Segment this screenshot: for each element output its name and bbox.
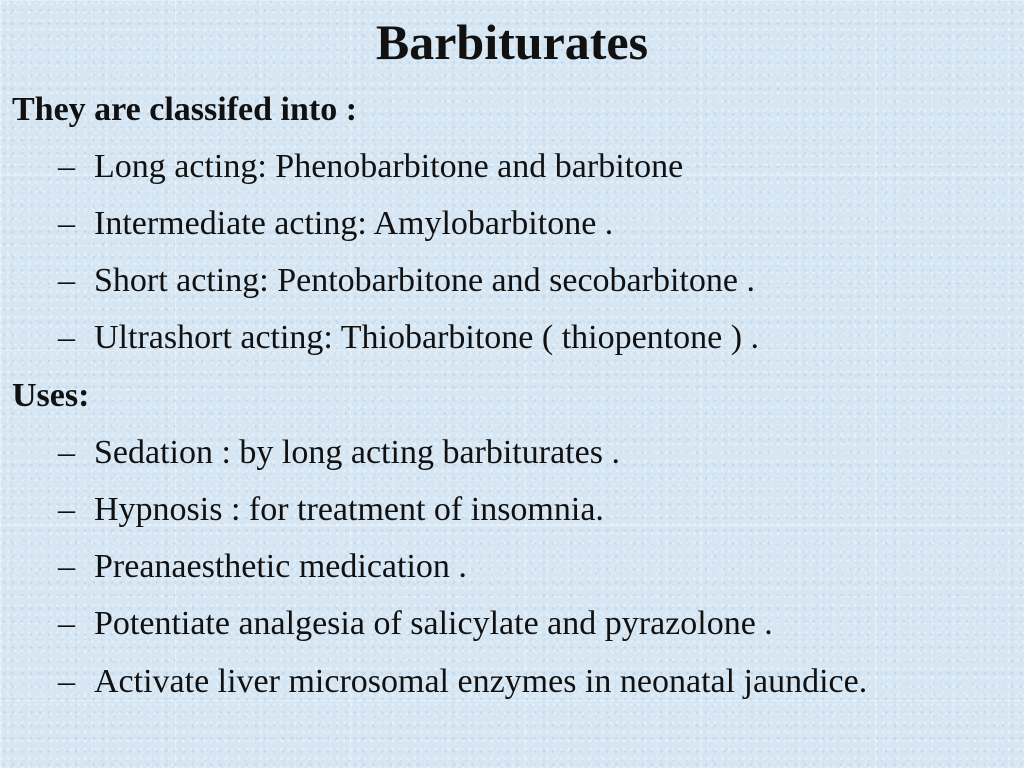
classification-item-short-acting (58, 261, 755, 301)
uses-item-label: Sedation : by long acting barbiturates . (94, 434, 620, 471)
bullet-dash: – (58, 262, 75, 299)
bullet-dash: – (58, 548, 75, 585)
classification-item-intermediate-acting (58, 204, 613, 244)
classification-item-label: Long acting: Phenobarbitone and barbitone (94, 148, 684, 185)
classification-item-label: Ultrashort acting: Thiobarbitone ( thiopentone ) . (94, 319, 760, 356)
uses-item-hypnosis (58, 490, 604, 530)
classification-heading: They are classifed into : (12, 91, 358, 128)
bullet-dash: – (58, 205, 75, 242)
uses-item-preanaesthetic (58, 547, 467, 587)
bullet-dash: – (58, 491, 75, 528)
bullet-dash: – (58, 148, 75, 185)
bullet-dash: – (58, 663, 75, 700)
classification-item-ultrashort-acting (58, 318, 759, 358)
uses-item-sedation (58, 433, 620, 473)
bullet-dash: – (58, 605, 75, 642)
slide-title: Barbiturates (375, 14, 649, 70)
uses-item-analgesia (58, 604, 773, 644)
uses-item-label: Activate liver microsomal enzymes in neonatal jaundice. (94, 663, 868, 700)
bullet-dash: – (58, 319, 75, 356)
uses-item-label: Preanaesthetic medication . (94, 548, 467, 585)
classification-item-label: Intermediate acting: Amylobarbitone . (94, 205, 614, 242)
uses-item-label: Potentiate analgesia of salicylate and pyrazolone . (94, 605, 773, 642)
bullet-dash: – (58, 434, 75, 471)
classification-item-label: Short acting: Pentobarbitone and secobarbitone . (94, 262, 755, 299)
classification-item-long-acting (58, 147, 683, 187)
uses-heading: Uses: (12, 377, 90, 414)
uses-item-label: Hypnosis : for treatment of insomnia. (94, 491, 604, 528)
uses-item-enzymes (58, 662, 867, 702)
